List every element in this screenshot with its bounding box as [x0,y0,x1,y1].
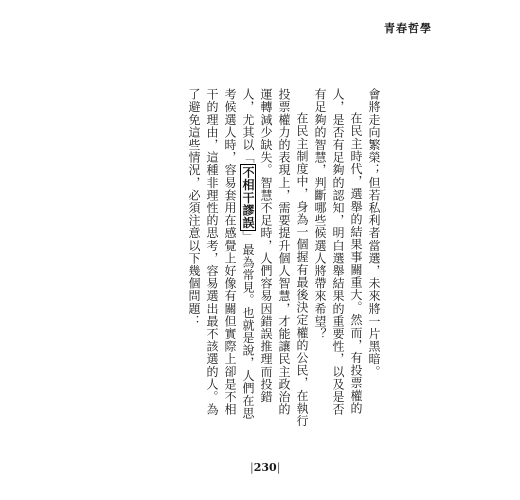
body-text [158,88,383,428]
page-number-bar-right: | [276,461,281,474]
paragraph-3 [185,88,311,428]
running-header: 青春哲學 [384,22,432,35]
paragraph-2: 在民主時代，選舉的結果事關重大。然而，有投票權的人，是否有足夠的認知，明白選舉結果的重要性，以及是否有足夠的智慧，判斷哪些候選人將帶來希望？ [313,88,363,416]
emphasized-term: 不相干謬誤 [241,165,255,229]
paragraph-3-end: 」最為常見。也就是說，人們在思考候選人時，容易套用在感覺上好像有關但實際上卻是不相干的理由，這種非理性的思考，容易選出最不該選的人。為了避免這些情況，必須注意以下幾個問題： [187,88,255,420]
page-number-value: 230 [253,461,277,474]
page-number [250,461,280,474]
page-number-bar-left: | [250,461,254,474]
paragraph-1: 會將走向繁榮；但若私利者當選，未來將一片黑暗。 [367,88,381,378]
paragraph-3-start: 在民主制度中，身為一個握有最後決定權的公民，在執行投票權力的表現上，需要提升個人智慧，才能讓民主政治的運轉減少缺失。智慧不足時，人們容易因錯誤推理而投錯人，尤其以「 [241,88,309,427]
